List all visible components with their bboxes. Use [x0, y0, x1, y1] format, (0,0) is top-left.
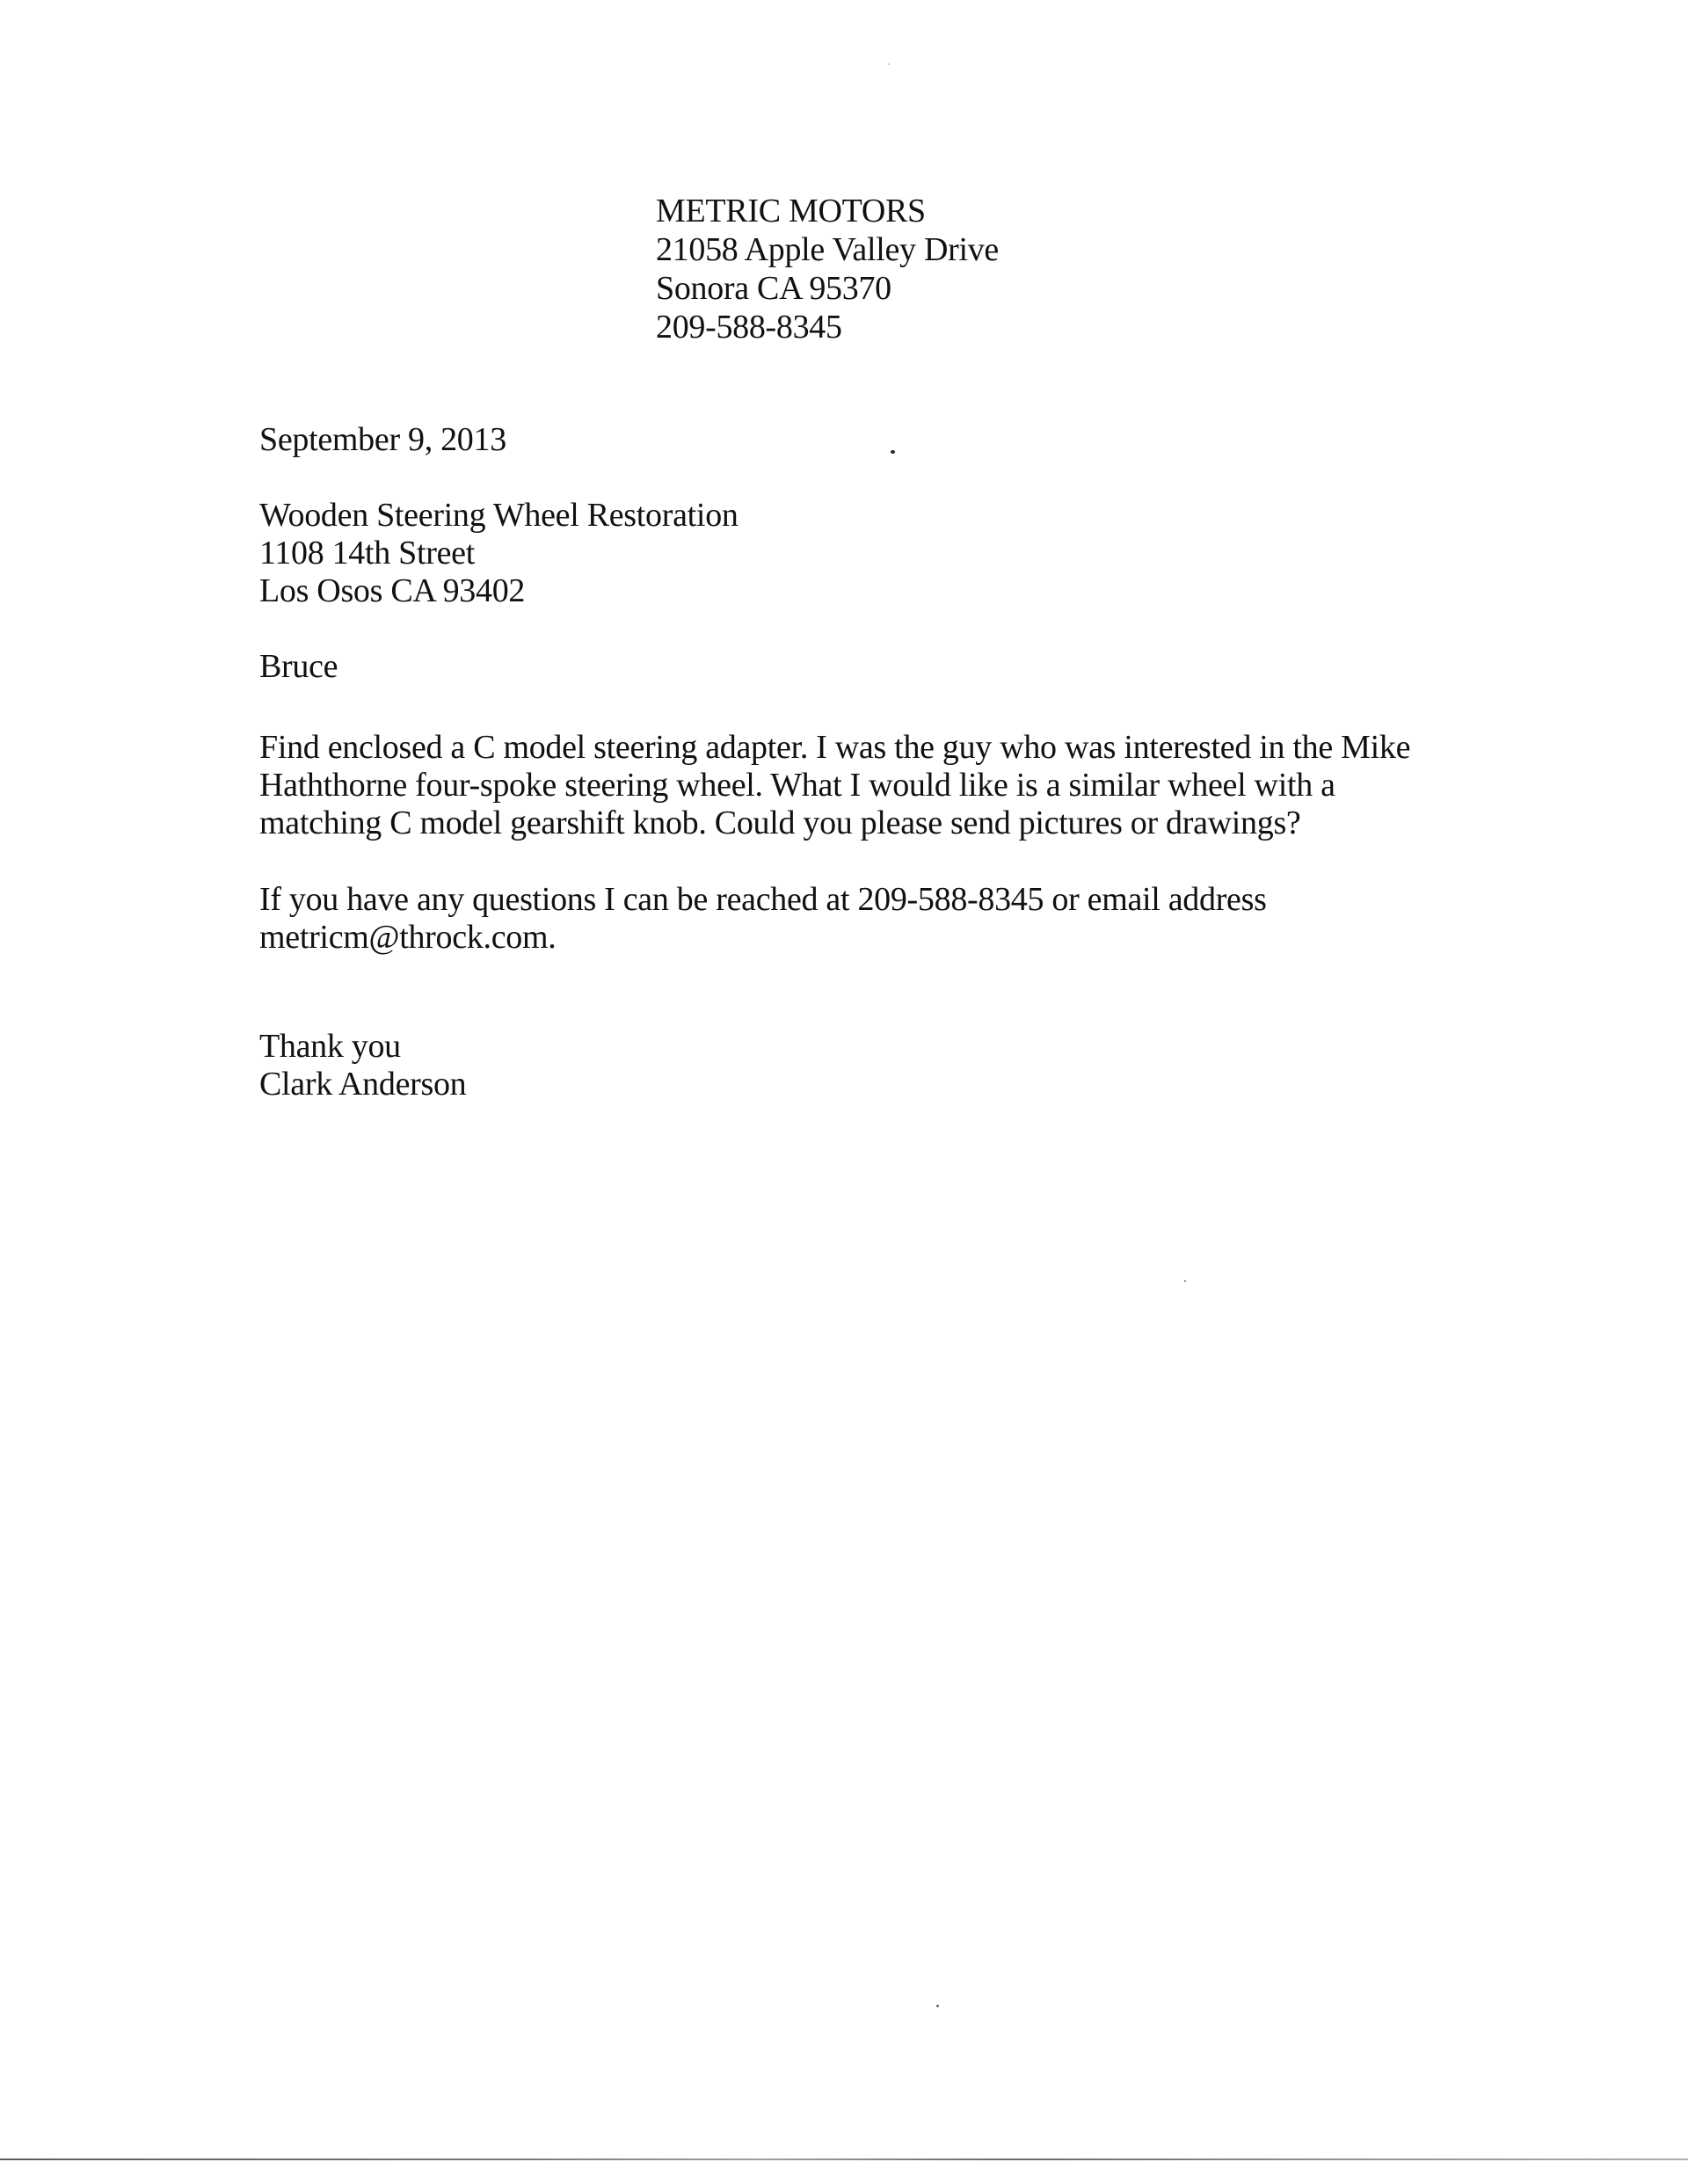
signature-name: Clark Anderson — [259, 1066, 467, 1103]
body-paragraph-1-line-2: Haththorne four-spoke steering wheel. What I would like is a similar wheel with a — [259, 767, 1335, 804]
company-phone: 209-588-8345 — [656, 309, 842, 346]
scan-speck — [888, 63, 890, 65]
body-paragraph-2-line-2: metricm@throck.com. — [259, 919, 557, 956]
salutation: Bruce — [259, 648, 338, 685]
closing: Thank you — [259, 1028, 401, 1065]
body-paragraph-1-line-3: matching C model gearshift knob. Could you please send pictures or drawings? — [259, 804, 1301, 841]
recipient-name: Wooden Steering Wheel Restoration — [259, 497, 738, 534]
scan-speck — [1184, 1280, 1186, 1282]
letter-date: September 9, 2013 — [259, 421, 506, 458]
scan-speck — [936, 2005, 939, 2007]
body-paragraph-1-line-1: Find enclosed a C model steering adapter. I was the guy who was interested in the Mike — [259, 729, 1411, 766]
body-paragraph-2-line-1: If you have any questions I can be reached at 209-588-8345 or email address — [259, 881, 1267, 918]
scan-bottom-edge — [0, 2159, 1688, 2160]
scan-speck — [891, 450, 895, 454]
company-city: Sonora CA 95370 — [656, 270, 891, 307]
recipient-city: Los Osos CA 93402 — [259, 572, 526, 609]
recipient-street: 1108 14th Street — [259, 535, 475, 571]
company-street: 21058 Apple Valley Drive — [656, 231, 999, 268]
company-name: METRIC MOTORS — [656, 193, 926, 229]
